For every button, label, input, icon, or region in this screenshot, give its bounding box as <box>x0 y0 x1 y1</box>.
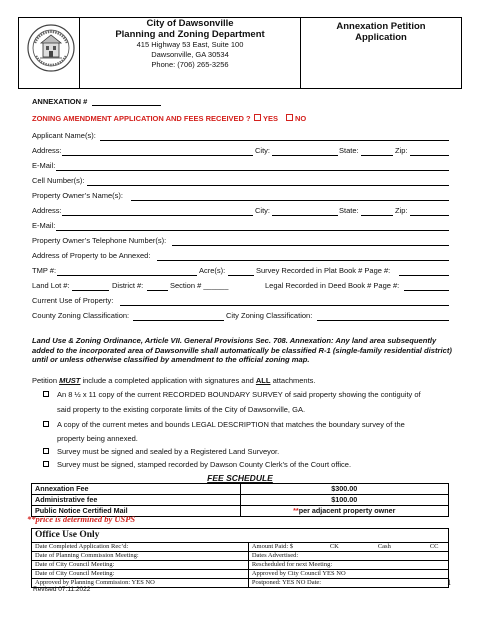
petition-all: ALL <box>255 376 271 385</box>
owner-state-label: State: <box>339 206 359 215</box>
requirement-recorded: Survey must be signed, stamped recorded by Dawson County Clerk’s of the Court office. <box>57 460 352 469</box>
fee-label: Public Notice Certified Mail <box>32 506 241 517</box>
address-line-2: Dawsonville, GA 30534 <box>151 50 229 59</box>
table-row <box>32 561 449 570</box>
table-row <box>32 579 449 588</box>
current-use-field[interactable] <box>120 305 449 306</box>
checkbox-icon <box>286 114 293 121</box>
deed-book-label: Legal Recorded in Deed Book # Page #: <box>265 281 400 290</box>
fee-asterisk: ** <box>293 506 299 515</box>
owner-email-label: E-Mail: <box>32 221 56 230</box>
annexation-number-field[interactable] <box>92 105 161 106</box>
city-zoning-field[interactable] <box>317 320 449 321</box>
table-row <box>32 495 449 506</box>
acres-label: Acre(s): <box>199 266 226 275</box>
petition-text: attachments. <box>270 376 316 385</box>
zoning-no-label: NO <box>295 114 307 123</box>
requirement-survey: An 8 ½ x 11 copy of the current RECORDED BOUNDARY SURVEY of said property showing the contiguity of <box>57 390 421 399</box>
annexation-notice: Land Use & Zoning Ordinance, Article VII. General Provisions Sec. 708. Annexation: Any land area subsequently added to the incorporated area of Dawsonville shall automatically be classified R-1 (single-family residential district) until or unless otherwise classified by amendment to the official zoning map. <box>32 336 452 365</box>
zoning-yes-label: YES <box>263 114 279 123</box>
form-title <box>300 21 462 44</box>
cash-label: Cash <box>377 543 391 550</box>
office-left-cell: Approved by Planning Commission: YES NO <box>32 579 249 588</box>
office-left-cell: Date of City Council Meeting: <box>32 561 249 570</box>
table-row <box>32 529 449 543</box>
district-field[interactable] <box>147 290 168 291</box>
zip-field[interactable] <box>410 155 449 156</box>
requirement-legal-description-cont: property being annexed. <box>57 434 138 443</box>
state-label: State: <box>339 146 359 155</box>
owner-address-label: Address: <box>32 206 62 215</box>
city-label: City: <box>255 146 270 155</box>
table-row <box>32 543 449 552</box>
cell-field[interactable] <box>87 185 449 186</box>
owner-names-label: Property Owner’s Name(s): <box>32 191 123 200</box>
district-label: District #: <box>112 281 144 290</box>
address-line-1: 415 Highway 53 East, Suite 100 <box>136 40 244 49</box>
department-name: Planning and Zoning Department <box>115 29 265 40</box>
revised-date: Revised 07.11.2022 <box>33 586 91 593</box>
owner-names-field[interactable] <box>131 200 449 201</box>
fee-value-text: per adjacent property owner <box>298 506 396 515</box>
table-row <box>32 484 449 495</box>
petition-text: include a completed application with signatures and <box>80 376 256 385</box>
section-label: Section # ______ <box>170 281 229 290</box>
requirement-survey-cont: said property to the existing corporate limits of the City of Dawsonville, GA. <box>57 405 306 414</box>
requirement-checkbox[interactable] <box>43 391 49 397</box>
table-row <box>32 570 449 579</box>
owner-zip-field[interactable] <box>410 215 449 216</box>
office-right-cell: Postponed: YES NO Date: <box>248 579 448 588</box>
current-use-label: Current Use of Property: <box>32 296 114 305</box>
fee-value: $100.00 <box>240 495 449 506</box>
zoning-question: ZONING AMENDMENT APPLICATION AND FEES RECEIVED ? <box>32 114 251 123</box>
acres-field[interactable] <box>228 275 254 276</box>
petition-statement <box>32 376 316 385</box>
requirement-checkbox[interactable] <box>43 448 49 454</box>
county-zoning-label: County Zoning Classification: <box>32 311 130 320</box>
requirement-signed-sealed: Survey must be signed and sealed by a Registered Land Surveyor. <box>57 447 280 456</box>
fee-label: Administrative fee <box>32 495 241 506</box>
office-right-cell <box>248 543 448 552</box>
owner-zip-label: Zip: <box>395 206 408 215</box>
address-label: Address: <box>32 146 62 155</box>
office-left-cell: Date Completed Application Rec’d: <box>32 543 249 552</box>
city-field[interactable] <box>272 155 338 156</box>
petition-must: MUST <box>59 376 81 385</box>
owner-city-field[interactable] <box>272 215 338 216</box>
owner-phone-label: Property Owner’s Telephone Number(s): <box>32 236 167 245</box>
office-right-cell: Rescheduled for next Meeting: <box>248 561 448 570</box>
email-field[interactable] <box>56 170 449 171</box>
annexation-number-label: ANNEXATION # <box>32 97 88 106</box>
tmp-label: TMP #: <box>32 266 57 275</box>
owner-email-field[interactable] <box>56 230 449 231</box>
phone-number: Phone: (706) 265-3256 <box>151 60 229 69</box>
owner-phone-field[interactable] <box>172 245 449 246</box>
email-label: E-Mail: <box>32 161 56 170</box>
office-left-cell: Date of City Council Meeting: <box>32 570 249 579</box>
fee-table <box>31 483 449 517</box>
applicant-names-label: Applicant Name(s): <box>32 131 96 140</box>
requirement-legal-description: A copy of the current metes and bounds LEGAL DESCRIPTION that matches the boundary survey of the <box>57 420 405 429</box>
zip-label: Zip: <box>395 146 408 155</box>
requirement-checkbox[interactable] <box>43 421 49 427</box>
county-zoning-field[interactable] <box>133 320 224 321</box>
requirement-checkbox[interactable] <box>43 461 49 467</box>
office-use-title: Office Use Only <box>32 529 449 543</box>
fee-value <box>240 506 449 517</box>
table-row <box>32 552 449 561</box>
page-number: 1 <box>447 577 452 587</box>
owner-address-field[interactable] <box>62 215 253 216</box>
petition-text: Petition <box>32 376 60 385</box>
plat-book-label: Survey Recorded in Plat Book # Page #: <box>256 266 391 275</box>
fee-label: Annexation Fee <box>32 484 241 495</box>
address-field[interactable] <box>62 155 253 156</box>
deed-book-field[interactable] <box>404 290 449 291</box>
state-field[interactable] <box>361 155 393 156</box>
fee-note: **price is determined by USPS <box>27 514 136 524</box>
amount-paid-label: Amount Paid: $ <box>251 543 293 550</box>
cc-label: CC <box>429 543 439 550</box>
office-left-cell: Date of Planning Commission Meeting: <box>32 552 249 561</box>
property-address-field[interactable] <box>157 260 449 261</box>
zoning-yes-option[interactable] <box>254 114 278 123</box>
land-lot-label: Land Lot #: <box>32 281 70 290</box>
city-seal-icon <box>26 23 76 73</box>
cell-label: Cell Number(s): <box>32 176 85 185</box>
form-title-line-1: Annexation Petition <box>336 21 426 32</box>
office-right-cell: Dates Advertised: <box>248 552 448 561</box>
owner-city-label: City: <box>255 206 270 215</box>
property-address-label: Address of Property to be Annexed: <box>32 251 151 260</box>
city-zoning-label: City Zoning Classification: <box>226 311 313 320</box>
checkbox-icon <box>254 114 261 121</box>
land-lot-field[interactable] <box>72 290 109 291</box>
fee-schedule-title: FEE SCHEDULE <box>207 473 273 483</box>
form-title-line-2: Application <box>355 32 407 44</box>
plat-book-field[interactable] <box>399 275 449 276</box>
ck-label: CK <box>329 543 339 550</box>
fee-value: $300.00 <box>240 484 449 495</box>
zoning-no-option[interactable] <box>286 114 306 123</box>
office-use-table <box>31 528 452 588</box>
tmp-field[interactable] <box>57 275 197 276</box>
city-name: City of Dawsonville <box>146 18 234 29</box>
owner-state-field[interactable] <box>361 215 393 216</box>
applicant-names-field[interactable] <box>100 140 449 141</box>
office-right-cell: Approved by City Council YES NO <box>248 570 448 579</box>
